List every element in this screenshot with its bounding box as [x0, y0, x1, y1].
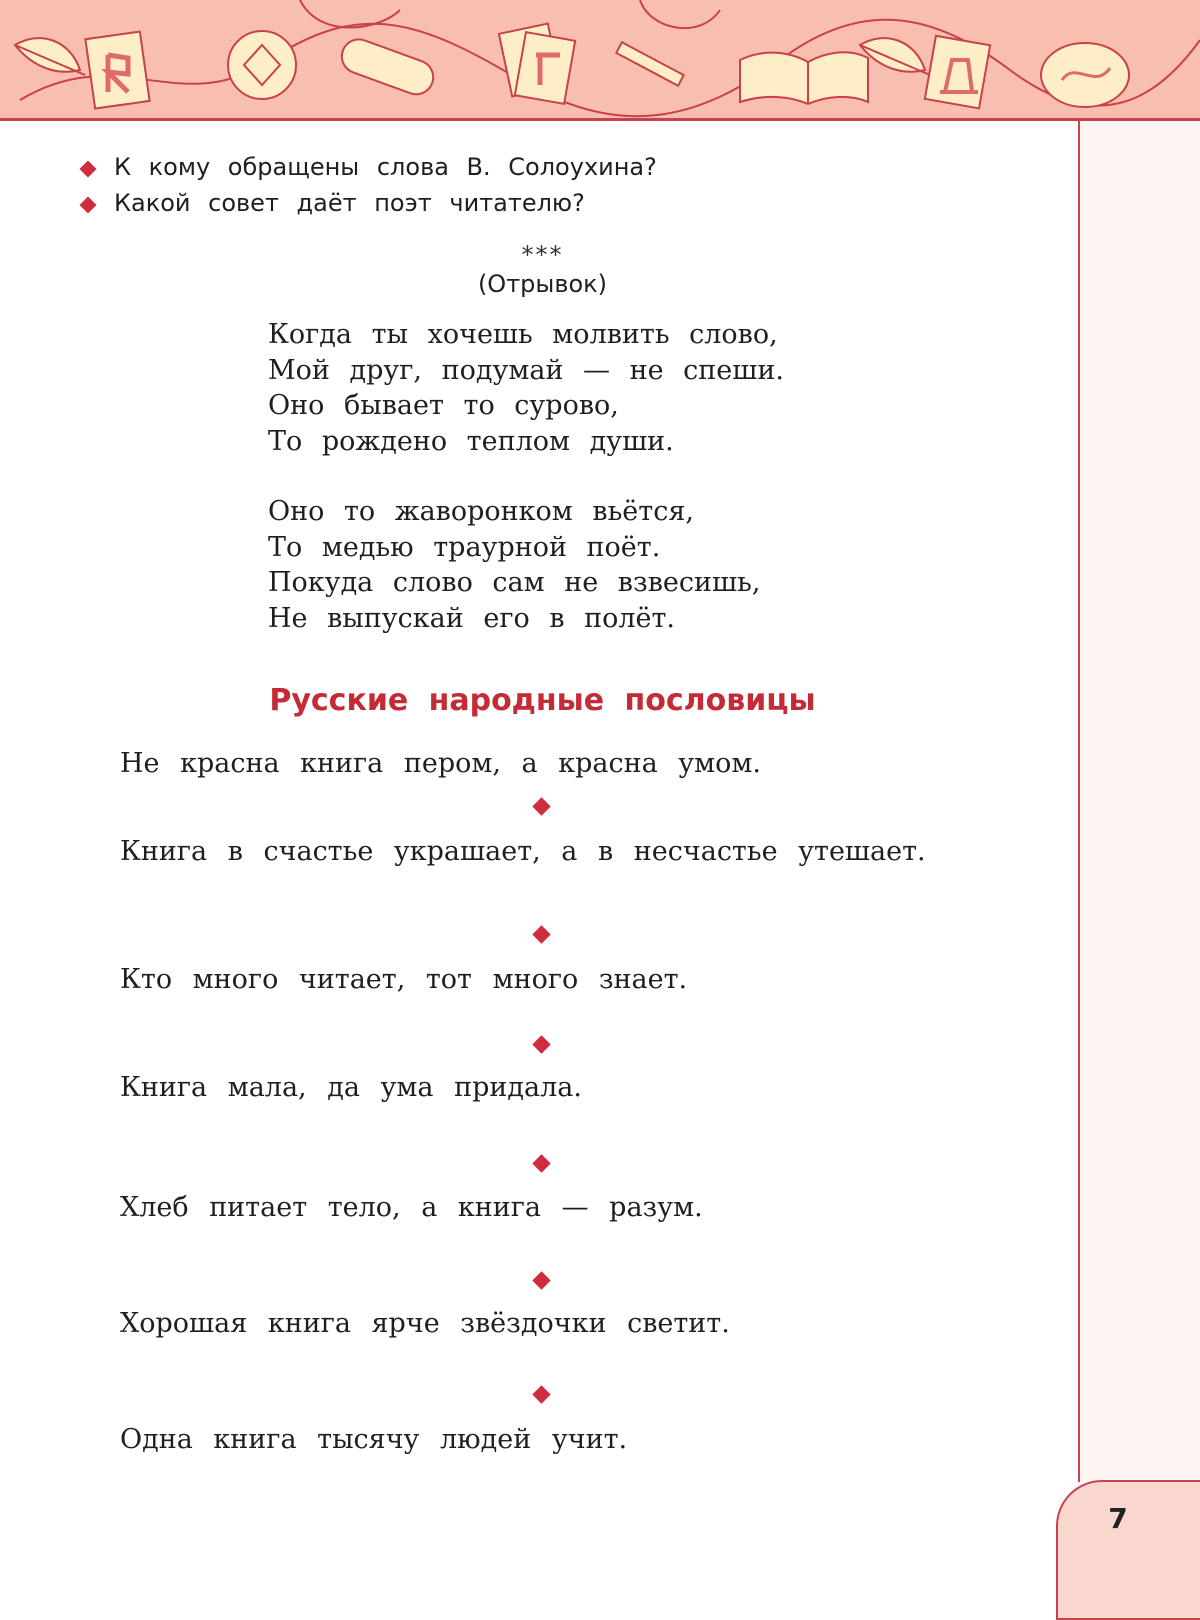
page-number: 7	[1108, 1502, 1128, 1535]
poem-line: То медью траурной поёт.	[268, 531, 661, 563]
diamond-divider-icon	[532, 1154, 550, 1172]
page-number-tab	[1056, 1480, 1200, 1620]
diamond-divider-icon	[532, 1385, 550, 1403]
poem-line: Не выпускай его в полёт.	[268, 602, 675, 634]
letter-card-icon-2	[925, 36, 990, 109]
proverb-item: Книга мала, да ума придала.	[120, 1072, 582, 1103]
right-margin	[1080, 121, 1200, 1481]
proverb-item: Не красна книга пером, а красна умом.	[120, 748, 761, 779]
header-banner	[0, 0, 1200, 121]
proverb-item: Одна книга тысячу людей учит.	[120, 1424, 628, 1455]
poem-line: Мой друг, подумай — не спеши.	[268, 354, 784, 386]
diamond-divider-icon	[532, 1035, 550, 1053]
feather-icon-2	[860, 38, 930, 75]
poem-line: Покуда слово сам не взвесишь,	[268, 567, 761, 598]
banner-illustration	[0, 0, 1200, 118]
cards-icon	[499, 24, 575, 104]
diamond-bullet-icon	[80, 161, 97, 178]
question-text: Какой совет даёт поэт читателю?	[114, 189, 585, 217]
leaf-icon	[1041, 43, 1129, 107]
diamond-bullet-icon	[80, 197, 97, 214]
poem-stars: ***	[521, 241, 564, 269]
letter-card-icon	[85, 32, 149, 109]
proverb-item: Хорошая книга ярче звёздочки светит.	[120, 1308, 730, 1339]
poem	[268, 317, 784, 671]
proverb-item: Кто много читает, тот много знает.	[120, 964, 688, 995]
poem-line: Оно то жаворонком вьётся,	[268, 496, 694, 527]
proverb-item: Хлеб питает тело, а книга — разум.	[120, 1192, 703, 1223]
section-title: Русские народные пословицы	[269, 683, 816, 718]
diamond-divider-icon	[532, 1271, 550, 1289]
poem-stanza	[268, 494, 784, 636]
questions-list	[78, 153, 657, 225]
feather-icon	[15, 38, 85, 75]
poem-line: Когда ты хочешь молвить слово,	[268, 319, 778, 350]
diamond-divider-icon	[532, 797, 550, 815]
diamond-divider-icon	[532, 925, 550, 943]
question-item	[78, 189, 657, 225]
poem-line: То рождено теплом души.	[268, 425, 674, 457]
margin-rule	[1078, 118, 1080, 1482]
poem-stanza	[268, 317, 784, 459]
poem-subtitle: (Отрывок)	[477, 270, 608, 298]
open-book-icon	[740, 52, 868, 104]
pencil-icon	[616, 42, 683, 85]
scroll-icon	[337, 35, 438, 99]
proverb-item: Книга в счастье украшает, а в несчастье утешает.	[120, 836, 926, 867]
poem-line: Оно бывает то сурово,	[268, 390, 619, 421]
question-text: К кому обращены слова В. Солоухина?	[114, 153, 657, 181]
seal-icon	[228, 31, 296, 99]
question-item	[78, 153, 657, 189]
